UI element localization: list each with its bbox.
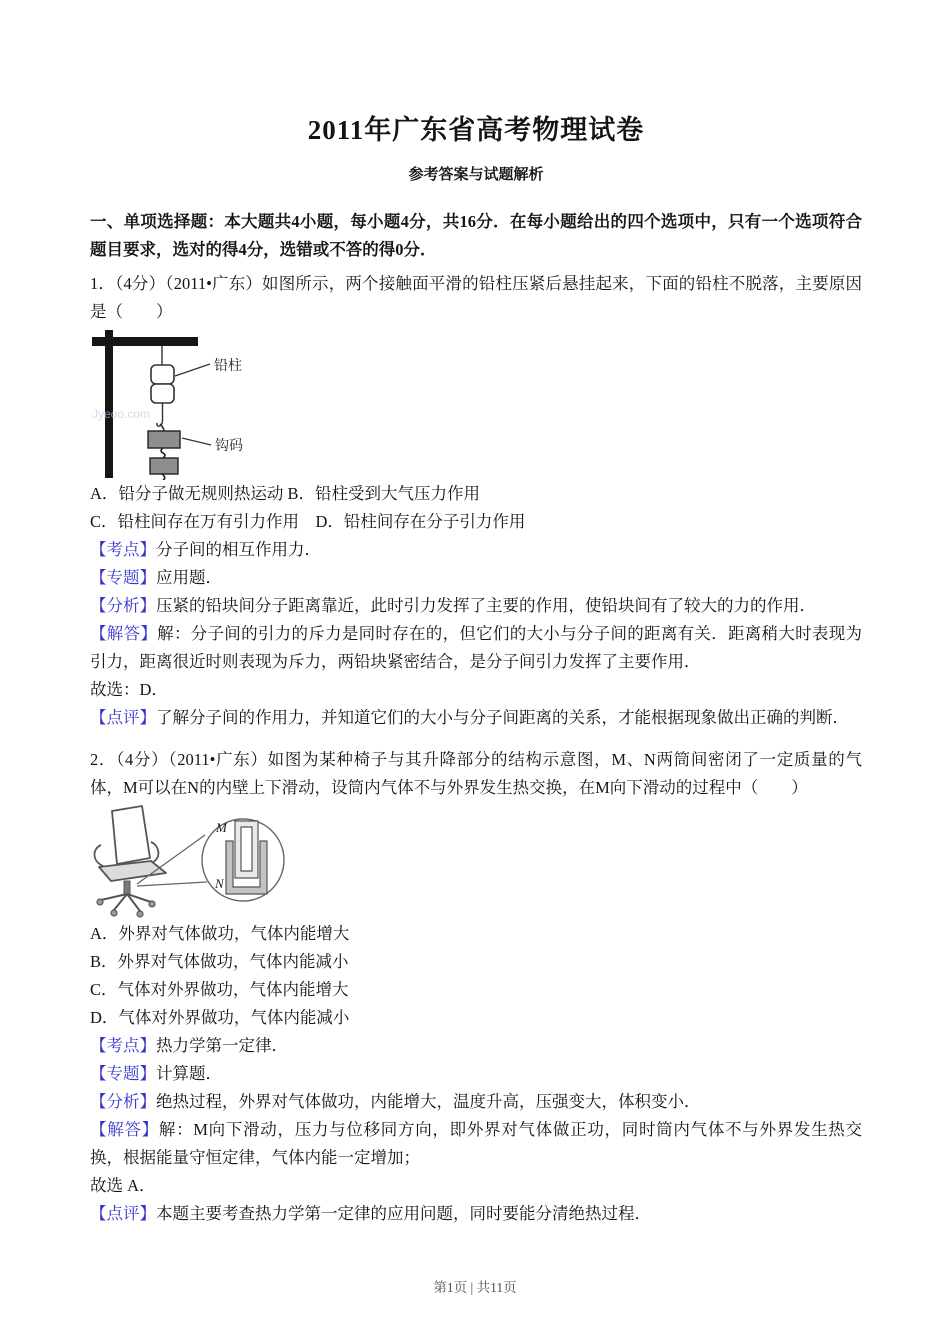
question-2-option-d: D．气体对外界做功，气体内能减小 [90,1008,350,1027]
question-1-option-row-cd: C．铅柱间存在万有引力作用 D．铅柱间存在分子引力作用 [90,512,526,531]
question-2-stem: 2．（4分）（2011•广东）如图为某种椅子与其升降部分的结构示意图，M、N两筒间密闭了一定质量的气体，M可以在N的内壁上下滑动，设筒内气体不与外界发生热交换，在M向下滑动的过程中（ ） [90,750,862,797]
jieda-text: 解：分子间的引力的斥力是同时存在的，但它们的大小与分子间的距离有关．距离稍大时表现为引力，距离很近时则表现为斥力，两铅块紧密结合，是分子间引力发挥了主要作用． [90,624,863,671]
q2-answer-line [90,1172,862,1200]
question-1-option-row-ab: A．铅分子做无规则热运动 B．铅柱受到大气压力作用 [90,484,481,503]
figure-label-lead-cylinder: 铅柱 [214,359,242,374]
kaodian-tag: 【考点】 [90,540,156,559]
fenxi-text: 压紧的铅块间分子距离靠近，此时引力发挥了主要的作用，使铅块间有了较大的力的作用． [156,596,816,615]
q1-zhuanti-line [90,564,862,592]
chair-armrest-right [151,842,158,862]
answer-text: 故选：D． [90,680,168,699]
q1-fenxi-line [90,592,862,620]
dianping-tag: 【点评】 [90,1204,156,1223]
page-title: 2011年广东省高考物理试卷 [307,115,645,145]
q1-answer-line [90,676,862,704]
question-1-figure [90,328,862,480]
q1-dianping-line [90,704,862,732]
answer-text: 故选 A． [90,1176,156,1195]
q2-jieda-line [90,1116,862,1172]
q1-kaodian-line [90,536,862,564]
figure-label-n: N [215,876,224,891]
figure-label-m: M [216,820,227,835]
question-1-stem: 1．（4分）（2011•广东）如图所示，两个接触面平滑的铅柱压紧后悬挂起来，下面的铅柱不脱落，主要原因是（ ） [90,274,862,321]
dianping-text: 了解分子间的作用力，并知道它们的大小与分子间距离的关系，才能根据现象做出正确的判断． [156,708,849,727]
leader-line-lead [175,364,210,376]
dianping-tag: 【点评】 [90,708,156,727]
fenxi-tag: 【分析】 [90,1092,156,1111]
weight-connector-hook [161,448,165,458]
q2-zhuanti-line [90,1060,862,1088]
caster-4 [149,901,155,907]
page-footer: 第1页 | 共11页 [433,1280,517,1295]
bottom-hook [162,474,165,480]
kaodian-text: 热力学第一定律． [156,1036,288,1055]
weight-1 [148,431,180,448]
fenxi-tag: 【分析】 [90,596,156,615]
stand-beam [92,337,198,346]
fenxi-text: 绝热过程，外界对气体做功，内能增大，温度升高，压强变大，体积变小． [156,1092,701,1111]
weight-2 [150,458,178,474]
watermark-text: Jyeoo.com [92,407,151,421]
kaodian-tag: 【考点】 [90,1036,156,1055]
leader-line-weight [182,438,211,445]
hanging-lead-cylinders-diagram [90,328,350,480]
jieda-tag: 【解答】 [90,1120,159,1139]
chair-column [124,881,130,894]
q2-dianping-line [90,1200,862,1228]
question-2-figure [90,804,862,920]
zhuanti-text: 应用题． [156,568,222,587]
zhuanti-text: 计算题． [156,1064,222,1083]
caster-1 [97,899,103,905]
question-2-option-c: C．气体对外界做功，气体内能增大 [90,980,349,999]
question-2-option-a: A．外界对气体做功，气体内能增大 [90,924,350,943]
section-header: 一、单项选择题：本大题共4小题，每小题4分，共16分．在每小题给出的四个选项中，只有一个选项符合题目要求，选对的得4分，选错或不答的得0分． [90,212,862,259]
zhuanti-tag: 【专题】 [90,568,156,587]
page-subtitle: 参考答案与试题解析 [408,167,544,183]
chair-piston-diagram [90,804,350,920]
stand-post [105,330,113,478]
dianping-text: 本题主要考查热力学第一定律的应用问题，同时要能分清绝热过程． [156,1204,651,1223]
figure-label-weight: 钩码 [215,439,243,454]
chair-armrest-left [94,845,103,866]
hook-curl [160,424,164,431]
chair-base-legs [101,894,151,911]
question-2-option-b: B．外界对气体做功，气体内能减小 [90,952,349,971]
caster-2 [111,910,117,916]
chair-backrest [112,806,150,864]
document-content [90,0,862,1228]
office-chair-drawing [94,806,166,917]
q1-jieda-line [90,620,862,676]
lead-cylinders [151,365,174,403]
jieda-tag: 【解答】 [90,624,158,643]
jieda-text: 解：M向下滑动，压力与位移同方向，即外界对气体做正功，同时筒内气体不与外界发生热交换，根据能量守恒定律，气体内能一定增加； [90,1120,863,1167]
string-hook [157,403,163,426]
q2-fenxi-line [90,1088,862,1116]
q2-kaodian-line [90,1032,862,1060]
zhuanti-tag: 【专题】 [90,1064,156,1083]
caster-3 [137,911,143,917]
kaodian-text: 分子间的相互作用力． [156,540,321,559]
